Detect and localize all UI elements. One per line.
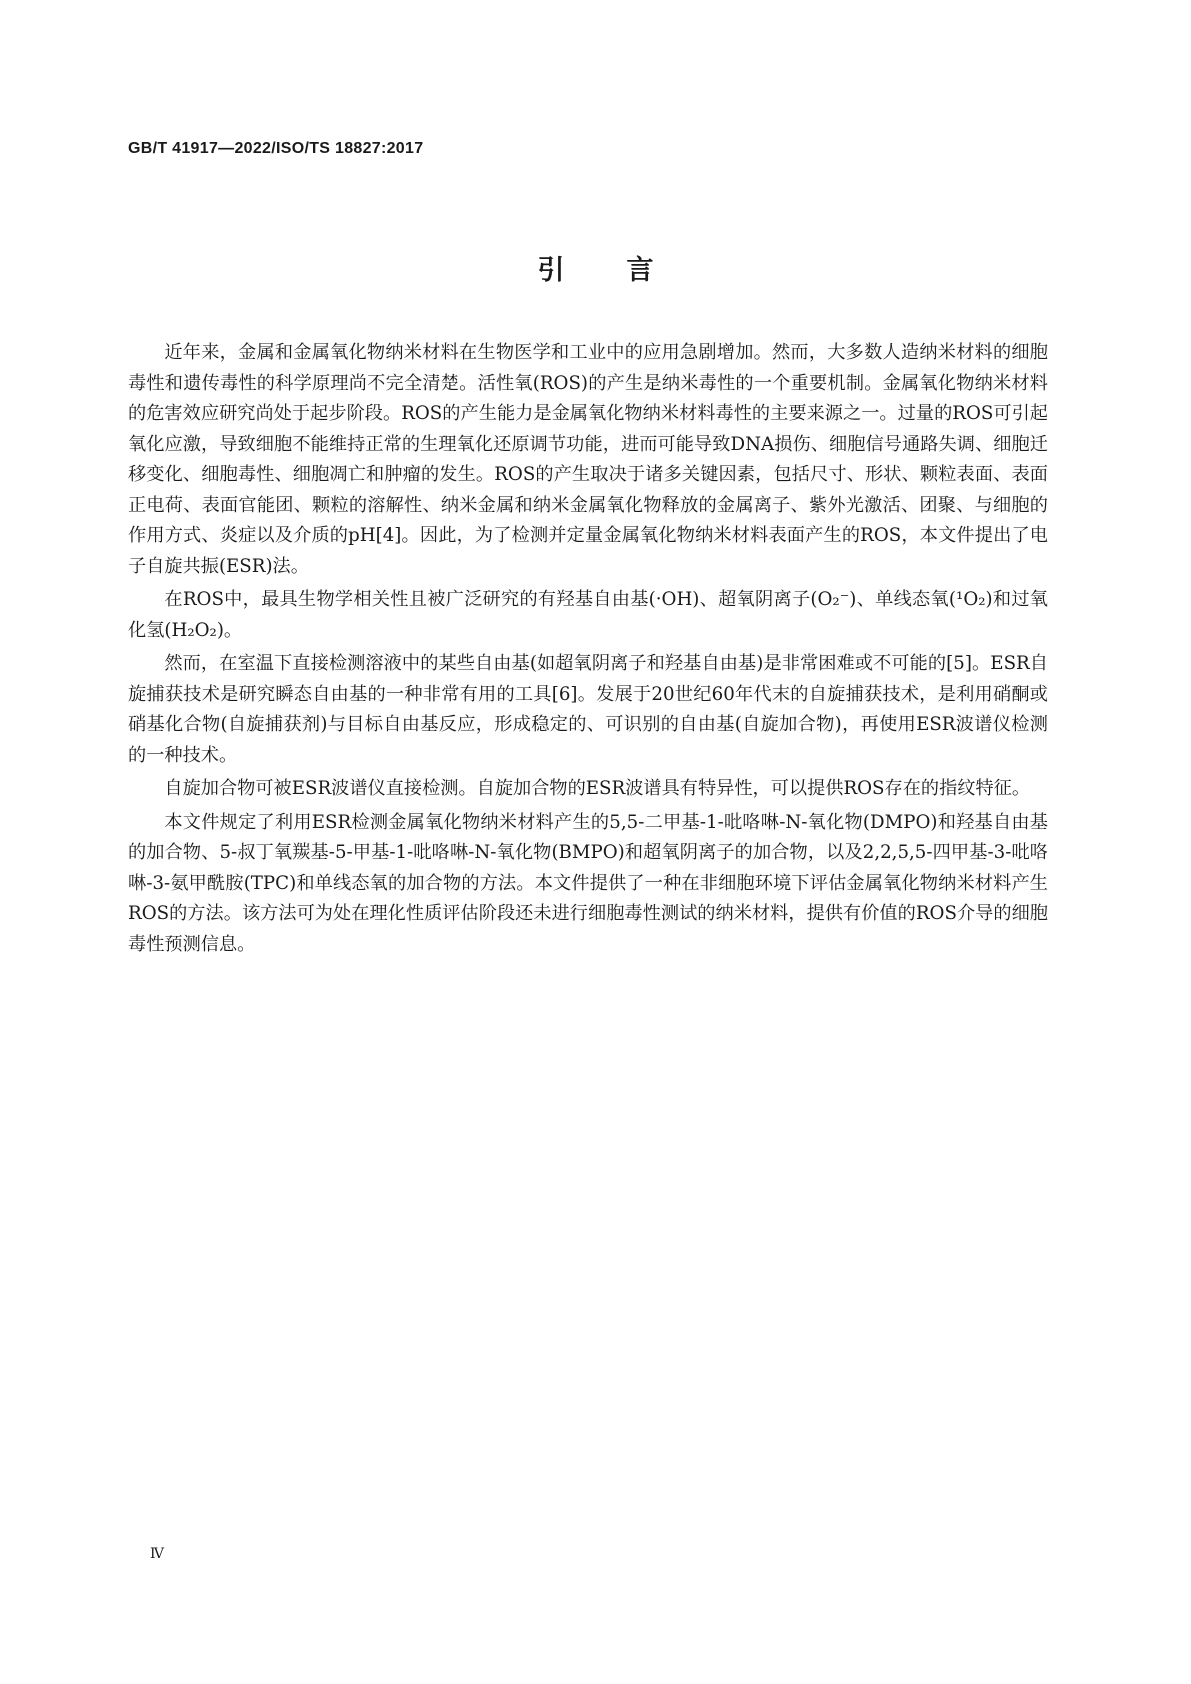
- paragraph-1: 近年来，金属和金属氧化物纳米材料在生物医学和工业中的应用急剧增加。然而，大多数人造纳米材料的细胞毒性和遗传毒性的科学原理尚不完全清楚。活性氧(ROS)的产生是纳米毒性的一个重要机制。金属氧化物纳米材料的危害效应研究尚处于起步阶段。ROS的产生能力是金属氧化物纳米材料毒性的主要来源之一。过量的ROS可引起氧化应激，导致细胞不能维持正常的生理氧化还原调节功能，进而可能导致DNA损伤、细胞信号通路失调、细胞迁移变化、细胞毒性、细胞凋亡和肿瘤的发生。ROS的产生取决于诸多关键因素，包括尺寸、形状、颗粒表面、表面正电荷、表面官能团、颗粒的溶解性、纳米金属和纳米金属氧化物释放的金属离子、紫外光激活、团聚、与细胞的作用方式、炎症以及介质的pH[4]。因此，为了检测并定量金属氧化物纳米材料表面产生的ROS，本文件提出了电子自旋共振(ESR)法。: [128, 342, 1048, 577]
- document-header-id: GB/T 41917—2022/ISO/TS 18827:2017: [128, 140, 424, 157]
- paragraph-2: 在ROS中，最具生物学相关性且被广泛研究的有羟基自由基(·OH)、超氧阴离子(O₂⁻)、单线态氧(¹O₂)和过氧化氢(H₂O₂)。: [128, 589, 1048, 641]
- page-number: Ⅳ: [150, 1546, 164, 1562]
- paragraph-4: 自旋加合物可被ESR波谱仪直接检测。自旋加合物的ESR波谱具有特异性，可以提供ROS存在的指纹特征。: [164, 778, 1031, 799]
- page-title: 引言: [537, 255, 716, 286]
- paragraph-3: 然而，在室温下直接检测溶液中的某些自由基(如超氧阴离子和羟基自由基)是非常困难或不可能的[5]。ESR自旋捕获技术是研究瞬态自由基的一种非常有用的工具[6]。发展于20世纪60年代末的自旋捕获技术，是利用硝酮或硝基化合物(自旋捕获剂)与目标自由基反应，形成稳定的、可识别的自由基(自旋加合物)，再使用ESR波谱仪检测的一种技术。: [128, 653, 1048, 766]
- paragraph-5: 本文件规定了利用ESR检测金属氧化物纳米材料产生的5,5-二甲基-1-吡咯啉-N-氧化物(DMPO)和羟基自由基的加合物、5-叔丁氧羰基-5-甲基-1-吡咯啉-N-氧化物(BMPO)和超氧阴离子的加合物，以及2,2,5,5-四甲基-3-吡咯啉-3-氨甲酰胺(TPC)和单线态氧的加合物的方法。本文件提供了一种在非细胞环境下评估金属氧化物纳米材料产生ROS的方法。该方法可为处在理化性质评估阶段还未进行细胞毒性测试的纳米材料，提供有价值的ROS介导的细胞毒性预测信息。: [128, 811, 1048, 955]
- introduction-body: [128, 338, 1048, 963]
